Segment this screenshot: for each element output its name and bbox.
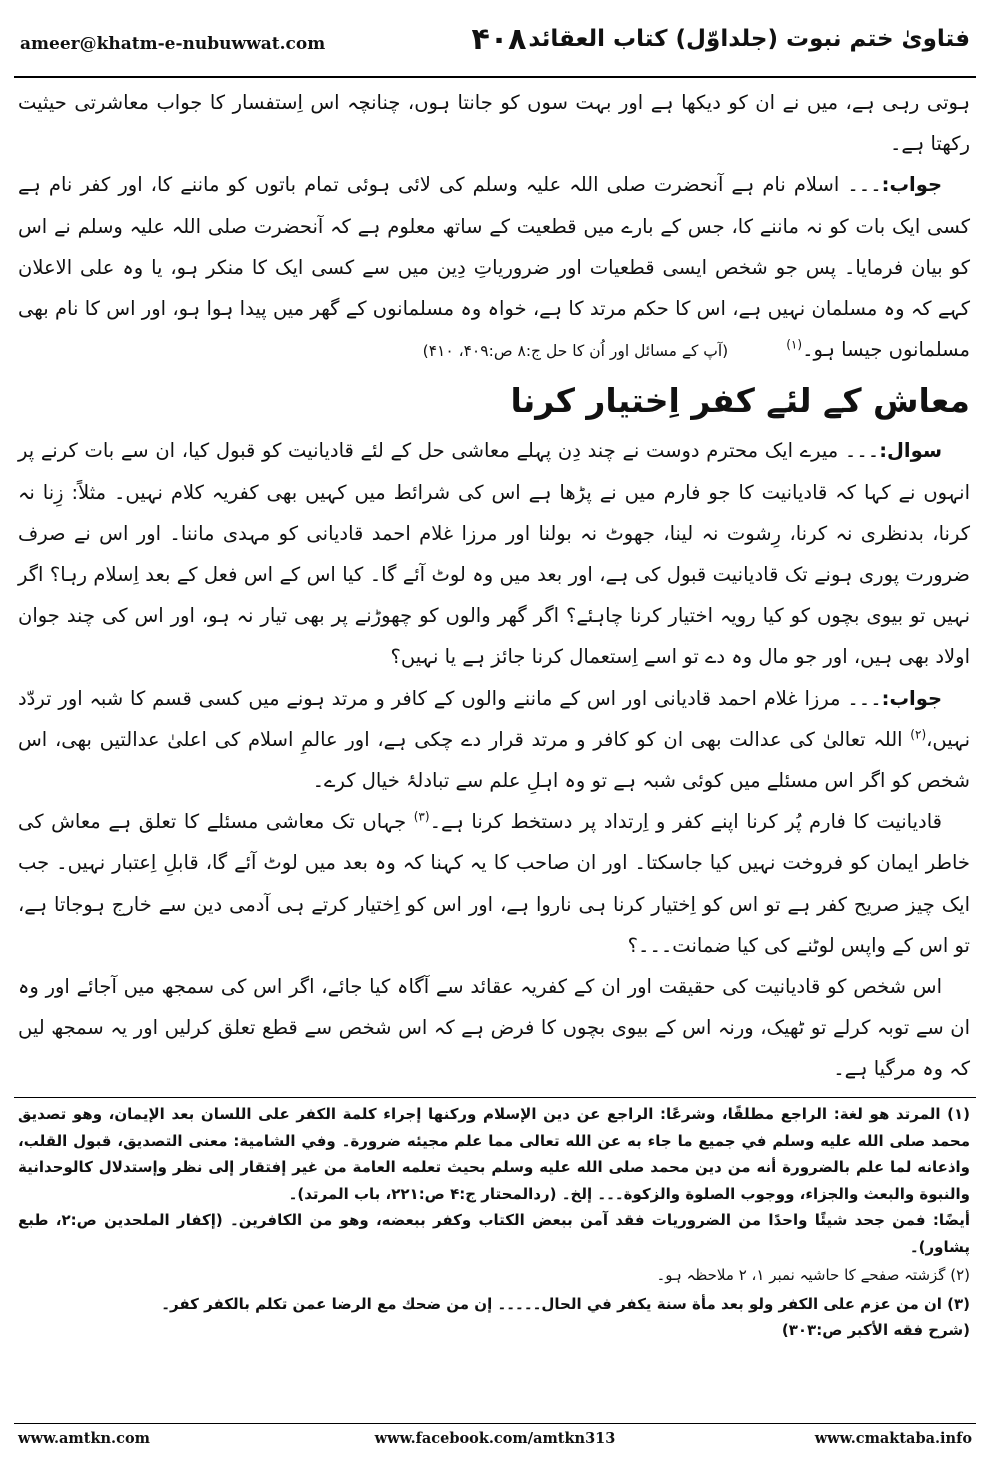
header-rule [14, 76, 976, 78]
question-label: سوال: [879, 439, 942, 463]
answer-paragraph-3: قادیانیت کا فارم پُر کرنا اپنے کفر و اِرتداد پر دستخط کرنا ہے۔$^{(۳)}$ جہاں تک معاشی مسئلے کا تعلق ہے معاش کی خاطر ایمان کو فروخت نہیں کیا جاسکتا۔ اور ان صاحب کا یہ کہنا کہ وہ بعد میں لوٹ آئے گا، قابلِ اِعتبار نہیں۔ جب ایک چیز صریح کفر ہے تو اس کو اِختیار کرنا ہی ناروا ہے، اور اس کو اِختیار کرتے ہی آدمی دین سے خارج ہوجاتا ہے، تو اس کے واپس لوٹنے کی کیا ضمانت۔۔۔؟ [18, 809, 970, 957]
book-title: فتاویٰ ختم نبوت (جلداوّل) کتاب العقائد [528, 26, 970, 52]
footer-link-amtkn[interactable]: www.amtkn.com [18, 1430, 150, 1447]
paragraph-continued: ہوتی رہی ہے، میں نے ان کو دیکھا ہے اور بہت سوں کو جانتا ہوں، چنانچہ اس اِستفسار کا جواب معاشرتی حیثیت رکھتا ہے۔ [18, 91, 970, 156]
answer-label-2: جواب: [881, 686, 942, 710]
answer-label: جواب: [881, 173, 942, 197]
page-number: ۴۰۸ [471, 22, 527, 57]
footnote-ref-2: (۲) [910, 727, 927, 742]
header-email: ameer@khatm-e-nubuwwat.com [20, 34, 326, 54]
main-text [18, 82, 970, 1090]
footnote-1b: أيضًا: فمن جحد شيئًا واحدًا من الضروريات فقد آمن ببعض الكتاب وكفر ببعضه، وهو من الكافرين۔ (إكفار الملحدين ص:۲، طبع پشاور)۔ [18, 1211, 971, 1256]
answer-paragraph-1: جواب:۔۔۔ اسلام نام ہے آنحضرت صلی اللہ علیہ وسلم کی لائی ہوئی تمام باتوں کو ماننے کا، اور کفر نام ہے کسی ایک بات کو نہ ماننے کا، جس کے بارے میں قطعیت کے ساتھ معلوم ہے کہ آنحضرت صلی اللہ علیہ وسلم نے اس کو بیان فرمایا۔ پس جو شخص ایسی قطعیات اور ضروریاتِ دِین میں سے کسی ایک کا منکر ہو، یا وہ علی الاعلان کہے کہ وہ مسلمان نہیں ہے، اس کا حکم مرتد کا ہے، خواہ وہ مسلمانوں کے گھر میں پیدا ہوا ہو، اور اس کا نام بھی مسلمانوں جیسا ہو۔$^{(۱)}$(آپ کے مسائل اور اُن کا حل ج:۸ ص:۴۰۹، ۴۱۰) [18, 164, 970, 372]
answer-paragraph-2: جواب:۔۔۔ مرزا غلام احمد قادیانی اور اس کے ماننے والوں کے کافر و مرتد ہونے میں کسی قسم کا شبہ اور تردّد نہیں،$^{(۲)}$ اللہ تعالیٰ کی عدالت بھی ان کو کافر و مرتد قرار دے چکی ہے، اور عالمِ اسلام کی اعلیٰ عدالتیں بھی، اس شخص کو اگر اس مسئلے میں کوئی شبہ ہے تو وہ اہلِ علم سے تبادلۂ خیال کرے۔ [18, 686, 970, 793]
footnote-3: (۳) ان من عزم على الكفر ولو بعد مأة سنة يكفر في الحال۔۔۔۔۔ إن من ضحك مع الرضا عمن تكلم بالكفر كفر۔ [161, 1294, 970, 1313]
question-paragraph: سوال:۔۔۔ میرے ایک محترم دوست نے چند دِن پہلے معاشی حل کے لئے قادیانیت کو قبول کیا، ان سے بات کرنے پر انہوں نے کہا کہ قادیانیت کا جو فارم میں نے پڑھا ہے اس کی شرائط میں کہیں بھی کفریہ کلام نہیں۔ مثلاً: زِنا نہ کرنا، بدنظری نہ کرنا، رِشوت نہ لینا، جھوٹ نہ بولنا اور مرزا غلام احمد قادیانی کو مہدی ماننا۔ اور اس نے صرف ضرورت پوری ہونے تک قادیانیت قبول کی ہے، اور بعد میں وہ لوٹ آئے گا۔ کیا اس کے اس فعل کے بعد اِسلام رہا؟ اگر نہیں تو بیوی بچوں کو کیا رویہ اختیار کرنا چاہئے؟ اگر گھر والوں کو چھوڑنے پر بھی تیار نہ ہو، اور اس کی چند جوان اولاد بھی ہیں، اور جو مال وہ دے تو اسے اِستعمال کرنا جائز ہے یا نہیں؟ [18, 439, 970, 669]
footer-link-cmaktaba[interactable]: www.cmaktaba.info [814, 1430, 972, 1447]
section-heading: معاش کے لئے کفر اِختیار کرنا [510, 381, 970, 421]
answer-paragraph-4: اس شخص کو قادیانیت کی حقیقت اور ان کے کفریہ عقائد سے آگاہ کیا جائے، اگر اس کی سمجھ میں آجائے اور وہ ان سے توبہ کرلے تو ٹھیک، ورنہ اس کے بیوی بچوں کا فرض ہے کہ اس شخص سے قطع تعلق کرلیں اور یہ سمجھ لیں کہ وہ مرگیا ہے۔ [18, 975, 970, 1081]
footnote-3-source: (شرح فقه الأكبر ص:۳۰۳) [781, 1321, 970, 1339]
page-header [14, 22, 976, 72]
page-footer [14, 1428, 976, 1452]
footer-rule [14, 1423, 976, 1424]
footnote-ref-1: (۱) [786, 337, 803, 352]
footnote-2: (۲) گزشتہ صفحے کا حاشیہ نمبر ۱، ۲ ملاحظہ ہو۔ [656, 1266, 970, 1284]
source-citation: (آپ کے مسائل اور اُن کا حل ج:۸ ص:۴۰۹، ۴۱۰) [422, 342, 729, 361]
footnote-ref-3: (۳) [413, 809, 430, 824]
footnote-rule [14, 1097, 976, 1098]
footnotes [18, 1101, 970, 1344]
footnote-1: (۱) المرتد هو لغة: الراجع مطلقًا، وشرعًا: الراجع عن دين الإسلام وركنها إجراء كلمة الكفر على اللسان بعد الإيمان، وهو تصديق محمد صلى الله عليه وسلم في جميع ما جاء به عن الله تعالى مما علم مجيئه ضرورة۔ وفي الشامية: معنى التصديق، قبول القلب، واذعانه لما علم بالضرورة أنه من دين محمد صلى الله عليه وسلم بحيث تعلمه العامة من غير إفتقار إلى نظر وإستدلال كالوحدانية والنبوة والبعث والجزاء، ووجوب الصلوة والزكوة۔۔۔ إلخ۔ (ردالمحتار ج:۴ ص:۲۲۱، باب المرتد)۔ [18, 1105, 970, 1203]
footer-link-facebook[interactable]: www.facebook.com/amtkn313 [374, 1430, 616, 1447]
